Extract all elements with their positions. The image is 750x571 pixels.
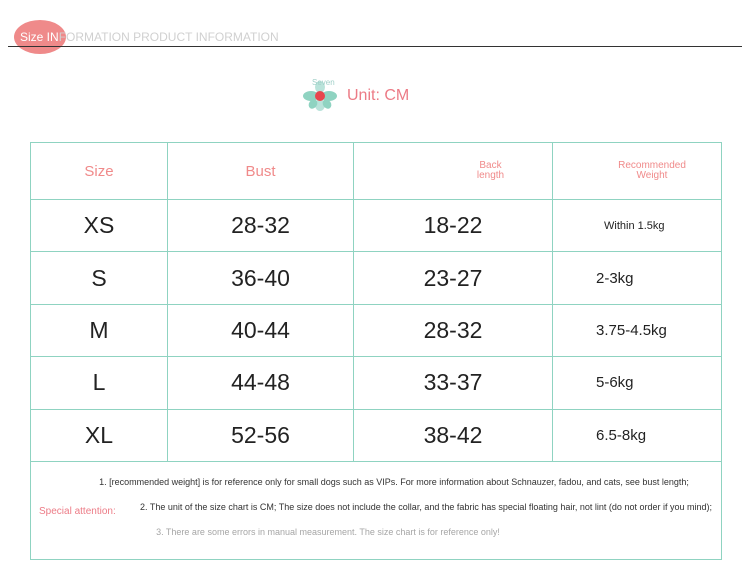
notes-row — [31, 461, 722, 559]
cell-bust: 44-48 — [168, 357, 354, 409]
cell-weight: 6.5-8kg — [553, 409, 722, 461]
unit-row — [300, 78, 460, 114]
header-weight-text: Recommended Weight — [618, 160, 686, 181]
cell-size: L — [31, 357, 168, 409]
cell-weight: 3.75-4.5kg — [553, 304, 722, 356]
cell-bust: 28-32 — [168, 200, 354, 252]
cell-bust: 36-40 — [168, 252, 354, 304]
cell-back-length: 38-42 — [354, 409, 553, 461]
special-attention-label: Special attention: — [39, 506, 116, 518]
cell-weight: 5-6kg — [553, 357, 722, 409]
cell-back-length: 23-27 — [354, 252, 553, 304]
flower-caption: Seven — [312, 78, 335, 87]
cell-size: XL — [31, 409, 168, 461]
table-row — [31, 200, 722, 252]
cell-back-length: 33-37 — [354, 357, 553, 409]
header-size: Size — [31, 143, 168, 200]
header-back-length-text: Back length — [476, 160, 505, 181]
cell-bust: 40-44 — [168, 304, 354, 356]
note-2: 2. The unit of the size chart is CM; The size does not include the collar, and the fabric has special floating hair, not lint (do not order if you mind); — [140, 502, 712, 513]
header-badge-text: Size IN — [20, 30, 59, 44]
page-header — [0, 0, 750, 60]
cell-back-length: 18-22 — [354, 200, 553, 252]
note-3: 3. There are some errors in manual measurement. The size chart is for reference only! — [156, 527, 500, 538]
header-back-length — [354, 143, 553, 200]
note-1: 1. [recommended weight] is for reference only for small dogs such as VIPs. For more information about Schnauzer, fadou, and cats, see bust length; — [99, 477, 689, 488]
table-header-row — [31, 143, 722, 200]
header-divider — [8, 46, 742, 47]
table-row — [31, 409, 722, 461]
cell-weight: Within 1.5kg — [553, 200, 722, 252]
cell-size: XS — [31, 200, 168, 252]
size-chart-table — [30, 142, 722, 560]
cell-back-length: 28-32 — [354, 304, 553, 356]
table-row — [31, 357, 722, 409]
header-title-text: FORMATION PRODUCT INFORMATION — [58, 30, 279, 44]
cell-weight: 2-3kg — [553, 252, 722, 304]
notes-container — [31, 462, 720, 558]
header-title — [20, 30, 279, 44]
table-row — [31, 304, 722, 356]
notes-cell — [31, 461, 722, 559]
cell-size: S — [31, 252, 168, 304]
unit-label: Unit: CM — [347, 87, 410, 104]
cell-bust: 52-56 — [168, 409, 354, 461]
header-recommended-weight — [553, 143, 722, 200]
header-bust: Bust — [168, 143, 354, 200]
table-row — [31, 252, 722, 304]
cell-size: M — [31, 304, 168, 356]
